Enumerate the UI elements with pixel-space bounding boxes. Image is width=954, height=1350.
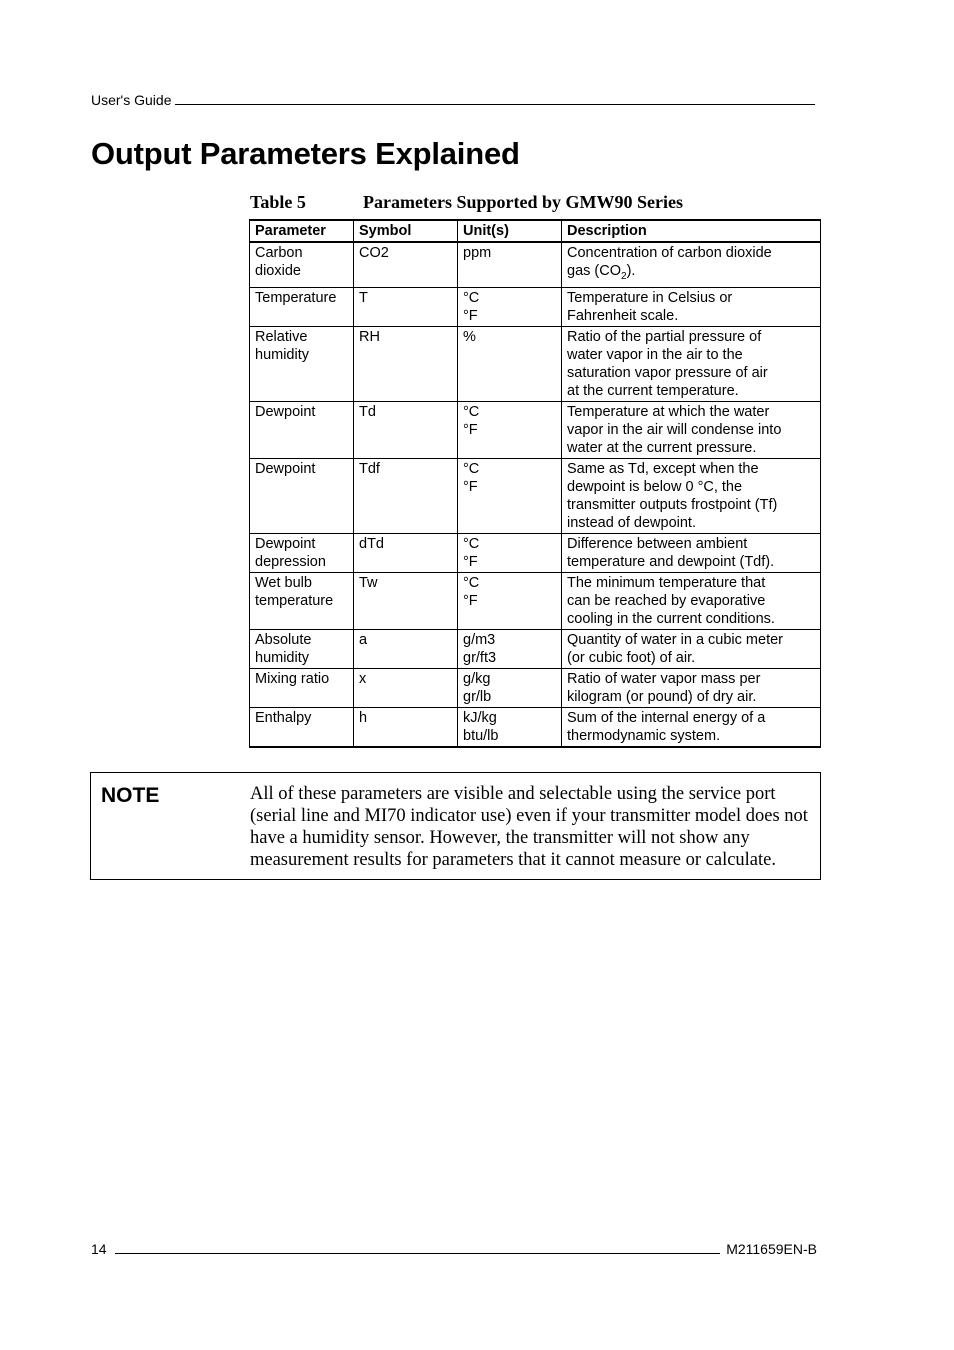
symbol-line: dTd	[359, 535, 384, 552]
table-row	[250, 629, 821, 668]
parameter-cell	[250, 326, 354, 401]
description-line: at the current temperature.	[567, 382, 739, 399]
description-line: Ratio of water vapor mass per	[567, 670, 761, 687]
page-number: 14	[91, 1241, 107, 1257]
units-cell	[458, 668, 562, 707]
table-row	[250, 401, 821, 458]
description-line: Concentration of carbon dioxide	[567, 245, 772, 261]
symbol-line: Tdf	[359, 460, 380, 477]
parameter-line: Wet bulb	[255, 574, 312, 591]
description-line: transmitter outputs frostpoint (Tf)	[567, 496, 778, 513]
units-line: %	[463, 328, 476, 345]
note-box	[90, 772, 821, 880]
table-row	[250, 287, 821, 326]
description-line: Ratio of the partial pressure of	[567, 328, 762, 345]
units-line: °F	[463, 553, 478, 570]
footer-rule	[115, 1253, 721, 1254]
description-line: water vapor in the air to the	[567, 346, 743, 363]
page-header	[91, 90, 815, 108]
parameter-line: Absolute	[255, 631, 312, 648]
units-cell	[458, 572, 562, 629]
description-line: Same as Td, except when the	[567, 460, 759, 477]
column-header: Description	[562, 220, 821, 242]
description-line: gas $(CO_2)$.	[567, 263, 636, 282]
description-line: instead of dewpoint.	[567, 514, 696, 531]
symbol-cell	[354, 458, 458, 533]
description-line: cooling in the current conditions.	[567, 610, 775, 627]
symbol-cell	[354, 668, 458, 707]
parameter-cell	[250, 572, 354, 629]
header-rule	[175, 104, 815, 105]
description-line: Fahrenheit scale.	[567, 307, 679, 324]
units-line: ppm	[463, 245, 492, 261]
symbol-cell	[354, 629, 458, 668]
parameter-line: Enthalpy	[255, 709, 312, 726]
units-cell	[458, 533, 562, 572]
table-caption-number: Table 5	[250, 192, 306, 212]
symbol-cell	[354, 326, 458, 401]
symbol-line: RH	[359, 328, 380, 345]
symbol-line: a	[359, 631, 368, 648]
note-label: NOTE	[101, 784, 160, 807]
symbol-line: x	[359, 670, 367, 687]
description-cell	[562, 572, 821, 629]
symbol-cell	[354, 242, 458, 287]
units-cell	[458, 707, 562, 747]
parameter-cell	[250, 533, 354, 572]
table-header-row	[250, 220, 821, 242]
description-cell	[562, 707, 821, 747]
parameter-line: Temperature	[255, 289, 337, 306]
description-cell	[562, 533, 821, 572]
symbol-cell	[354, 401, 458, 458]
symbol-line: Tw	[359, 574, 378, 591]
parameter-line: Mixing ratio	[255, 670, 330, 687]
parameters-table	[249, 219, 821, 748]
symbol-line: Td	[359, 403, 376, 420]
units-cell	[458, 287, 562, 326]
parameter-cell	[250, 401, 354, 458]
description-cell	[562, 668, 821, 707]
units-line: °F	[463, 478, 478, 495]
parameter-line: Dewpoint	[255, 535, 316, 552]
page-footer	[91, 1239, 817, 1257]
table-row	[250, 572, 821, 629]
symbol-cell	[354, 533, 458, 572]
symbol-cell	[354, 707, 458, 747]
units-line: gr/lb	[463, 688, 492, 705]
symbol-cell	[354, 287, 458, 326]
description-line: Difference between ambient	[567, 535, 748, 552]
table-row	[250, 242, 821, 287]
description-cell	[562, 326, 821, 401]
parameter-line: humidity	[255, 346, 309, 363]
parameter-line: Relative	[255, 328, 308, 345]
description-line: water at the current pressure.	[567, 439, 757, 456]
description-cell	[562, 629, 821, 668]
symbol-cell	[354, 572, 458, 629]
parameter-line: humidity	[255, 649, 309, 666]
units-line: g/kg	[463, 670, 491, 687]
units-line: °C	[463, 289, 480, 306]
header-text: User's Guide	[91, 92, 172, 108]
parameter-cell	[250, 629, 354, 668]
units-cell	[458, 458, 562, 533]
parameter-line: dioxide	[255, 263, 301, 279]
parameter-line: depression	[255, 553, 326, 570]
units-line: g/m3	[463, 631, 496, 648]
description-line: kilogram (or pound) of dry air.	[567, 688, 757, 705]
parameter-line: Dewpoint	[255, 460, 316, 477]
units-cell	[458, 629, 562, 668]
units-line: °F	[463, 307, 478, 324]
description-line: The minimum temperature that	[567, 574, 766, 591]
column-header: Symbol	[354, 220, 458, 242]
table-row	[250, 668, 821, 707]
description-line: Quantity of water in a cubic meter	[567, 631, 783, 648]
description-line: can be reached by evaporative	[567, 592, 766, 609]
description-cell	[562, 458, 821, 533]
units-cell	[458, 326, 562, 401]
description-line: vapor in the air will condense into	[567, 421, 782, 438]
description-line: thermodynamic system.	[567, 727, 721, 744]
units-line: °F	[463, 421, 478, 438]
units-line: °C	[463, 574, 480, 591]
description-line: saturation vapor pressure of air	[567, 364, 768, 381]
description-line: temperature and dewpoint (Tdf).	[567, 553, 775, 570]
parameter-cell	[250, 458, 354, 533]
parameter-cell	[250, 242, 354, 287]
units-cell	[458, 242, 562, 287]
symbol-line: T	[359, 289, 368, 306]
table-caption-title: Parameters Supported by GMW90 Series	[363, 192, 683, 212]
description-cell	[562, 401, 821, 458]
description-line: (or cubic foot) of air.	[567, 649, 696, 666]
parameter-cell	[250, 707, 354, 747]
units-line: gr/ft3	[463, 649, 497, 666]
symbol-line: h	[359, 709, 368, 726]
units-cell	[458, 401, 562, 458]
column-header: Unit(s)	[458, 220, 562, 242]
units-line: °F	[463, 592, 478, 609]
parameter-cell	[250, 287, 354, 326]
table-caption	[250, 192, 683, 213]
table-row	[250, 533, 821, 572]
table-row	[250, 458, 821, 533]
units-line: °C	[463, 535, 480, 552]
description-line: dewpoint is below 0 °C, the	[567, 478, 743, 495]
page-title: Output Parameters Explained	[91, 136, 520, 171]
units-line: kJ/kg	[463, 709, 497, 726]
parameter-line: temperature	[255, 592, 334, 609]
table-row	[250, 707, 821, 747]
document-code: M211659EN-B	[726, 1241, 817, 1257]
table-row	[250, 326, 821, 401]
parameter-line: Carbon	[255, 245, 303, 261]
parameter-cell	[250, 668, 354, 707]
units-line: °C	[463, 460, 480, 477]
column-header: Parameter	[250, 220, 354, 242]
description-cell	[562, 242, 821, 287]
note-text: All of these parameters are visible and selectable using the service port (serial line and MI70 indicator use) even if your transmitter model does not have a humidity sensor. However, the transmitter will not show any measurement results for parameters that it cannot measure or calculate.	[250, 784, 808, 870]
units-line: °C	[463, 403, 480, 420]
description-line: Sum of the internal energy of a	[567, 709, 766, 726]
description-cell	[562, 287, 821, 326]
symbol-line: CO2	[359, 245, 389, 261]
description-line: Temperature in Celsius or	[567, 289, 733, 306]
units-line: btu/lb	[463, 727, 499, 744]
description-line: Temperature at which the water	[567, 403, 770, 420]
parameter-line: Dewpoint	[255, 403, 316, 420]
